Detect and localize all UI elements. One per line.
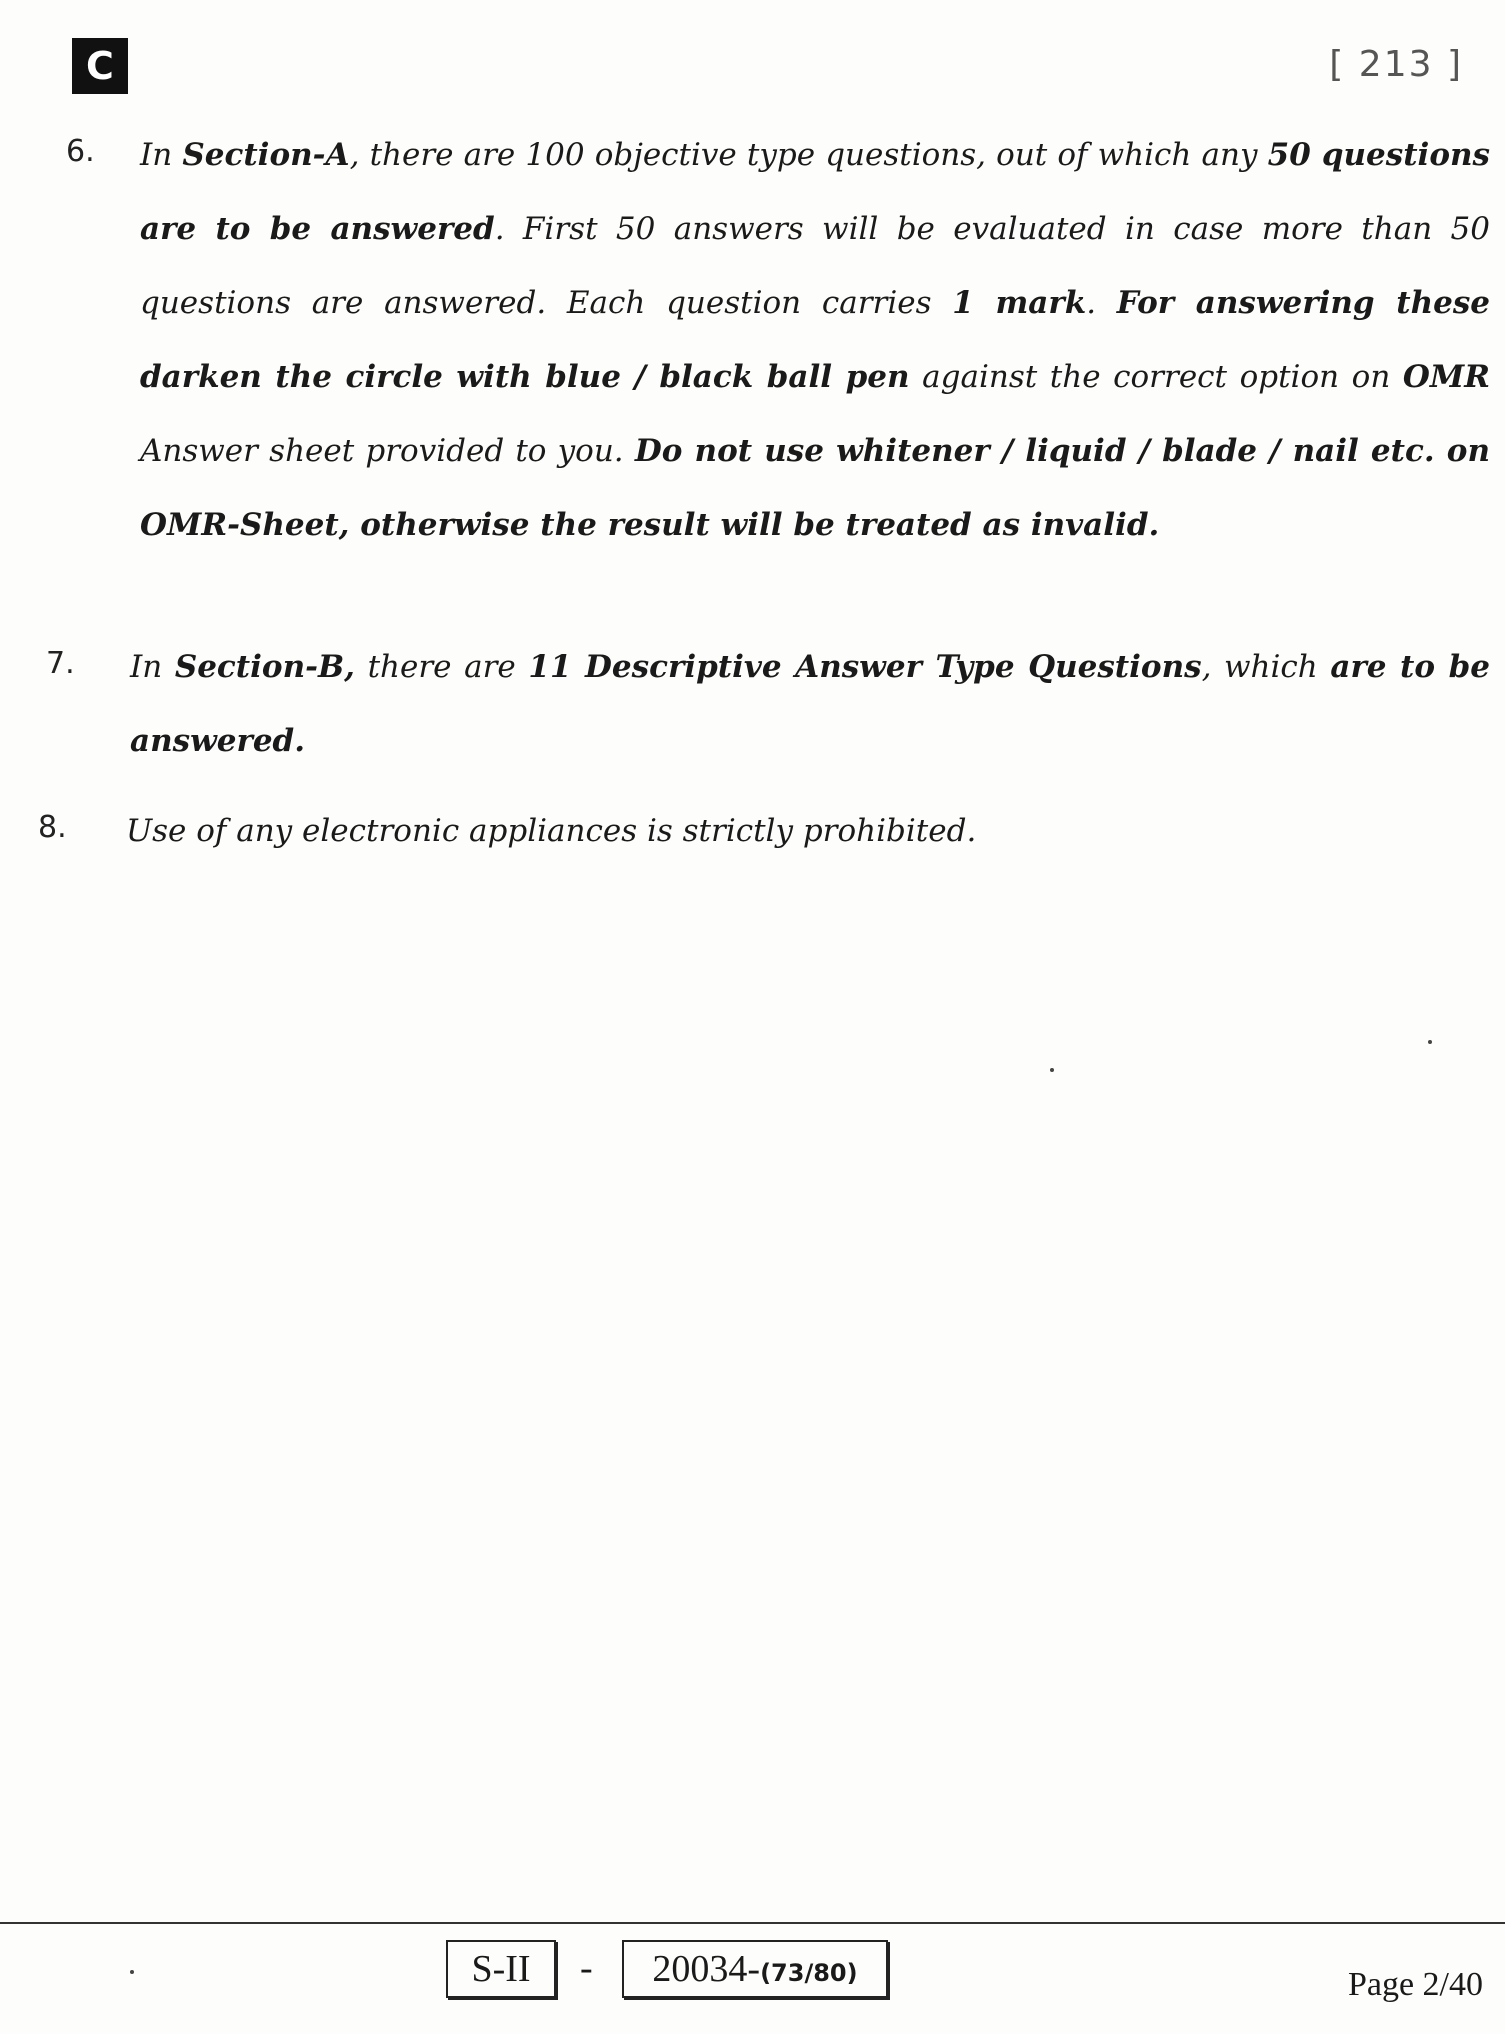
- bold-segment: OMR: [1402, 359, 1490, 395]
- text-segment: .: [1086, 285, 1117, 321]
- paper-code-sub: (73/80): [760, 1959, 858, 1987]
- text-segment: Use of any electronic appliances is strictly prohibited.: [126, 813, 977, 849]
- series-box: S-II: [446, 1940, 556, 1998]
- bold-segment: 50 questions are to be answered: [140, 137, 1490, 247]
- text-segment: In: [130, 649, 175, 685]
- set-badge: C: [72, 38, 128, 94]
- text-segment: In: [140, 137, 183, 173]
- bold-segment: 1 mark: [952, 285, 1087, 321]
- footer-rule: [0, 1922, 1505, 1924]
- page-reference: [ 213 ]: [1329, 44, 1463, 85]
- scan-speck: [1050, 1068, 1054, 1072]
- text-segment: there are: [354, 649, 529, 685]
- bold-segment: are to be answered.: [130, 649, 1490, 759]
- instruction-text: [140, 118, 1490, 562]
- bold-segment: Do not use whitener / liquid / blade / nail etc. on OMR-Sheet, otherwise the result will be treated as invalid.: [140, 433, 1490, 543]
- page-number: Page 2/40: [1347, 1966, 1483, 2003]
- text-segment: Answer sheet provided to you.: [140, 433, 635, 469]
- bold-segment: 11 Descriptive Answer Type Questions: [528, 649, 1202, 685]
- text-segment: , which: [1201, 649, 1331, 685]
- instruction-text: [126, 794, 1486, 868]
- paper-code-box: [622, 1940, 888, 1998]
- text-segment: . First 50 answers will be evaluated in case more than 50 questions are answered. Each question carries: [140, 211, 1490, 321]
- text-segment: against the correct option on: [909, 359, 1403, 395]
- text-segment: , there are 100 objective type questions, out of which any: [349, 137, 1268, 173]
- paper-code: 20034-: [652, 1948, 761, 1990]
- bold-segment: Section-A: [182, 137, 350, 173]
- bold-segment: For answering these darken the circle with blue / black ball pen: [140, 285, 1491, 395]
- scan-speck: [130, 1970, 134, 1974]
- instruction-number: 7.: [46, 646, 75, 681]
- instruction-number: 6.: [66, 134, 95, 169]
- scan-speck: [1428, 1040, 1432, 1044]
- bold-segment: Section-B,: [174, 649, 355, 685]
- instruction-number: 8.: [38, 810, 67, 845]
- footer-separator: -: [580, 1947, 593, 1989]
- instruction-text: [130, 630, 1490, 778]
